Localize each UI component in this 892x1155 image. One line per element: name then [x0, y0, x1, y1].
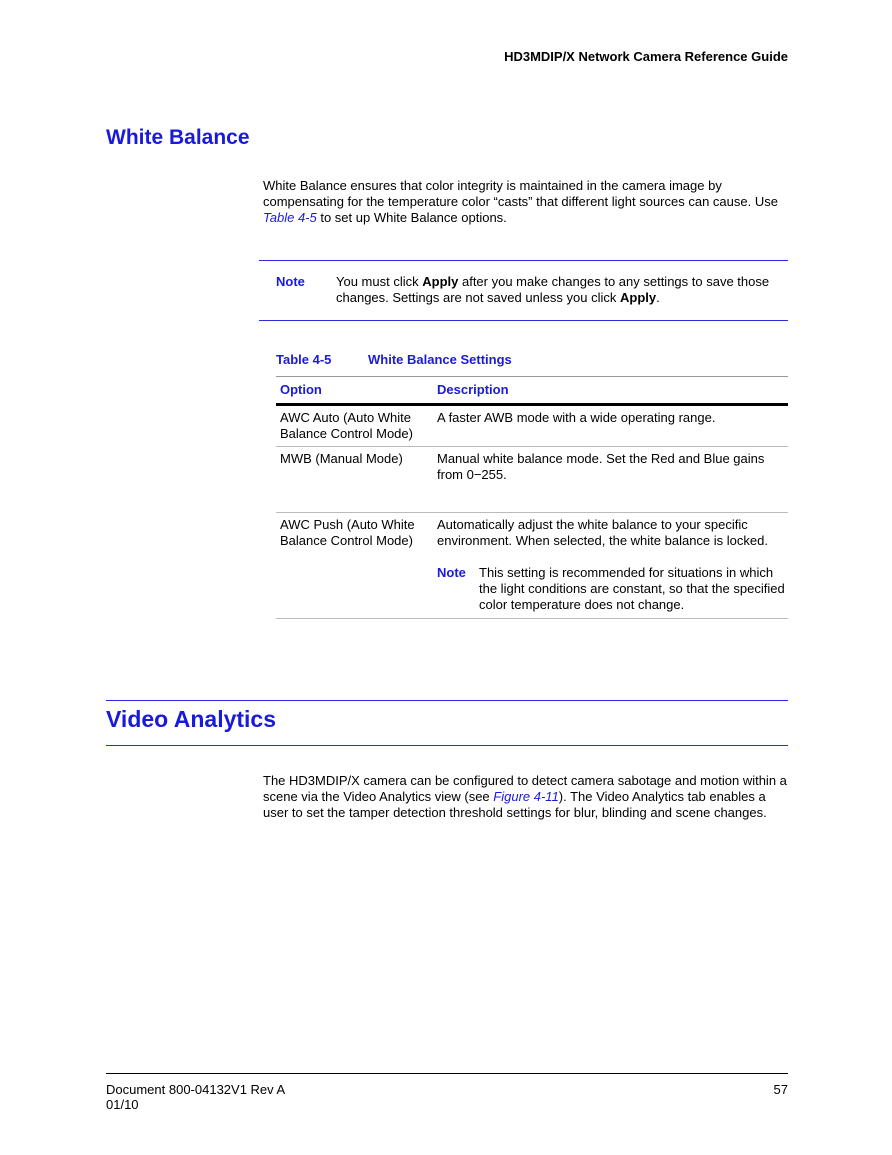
video-analytics-text — [263, 773, 791, 821]
note-text-part: You must click — [336, 274, 423, 289]
footer-date: 01/10 — [106, 1097, 139, 1112]
table-caption-number: Table 4-5 — [276, 352, 332, 367]
table-caption-title: White Balance Settings — [368, 352, 512, 367]
footer-document-number: Document 800-04132V1 Rev A — [106, 1082, 286, 1097]
table-header-row — [276, 377, 788, 406]
table-row — [276, 513, 788, 619]
table-cell-option: AWC Auto (Auto White Balance Control Mode) — [280, 410, 413, 441]
note-text — [336, 274, 786, 306]
table-cell-description: Automatically adjust the white balance to your specific environment. When selected, the white balance is locked. — [437, 517, 768, 548]
table-row — [276, 406, 788, 447]
section-title-white-balance: White Balance — [106, 126, 250, 149]
note-apply-bold: Apply — [422, 274, 459, 289]
note-divider-bottom — [259, 320, 788, 321]
note-apply-bold: Apply — [620, 290, 657, 305]
note-divider-top — [259, 260, 788, 261]
white-balance-intro — [263, 178, 793, 226]
running-header: HD3MDIP/X Network Camera Reference Guide — [504, 49, 788, 64]
table-cell-option: MWB (Manual Mode) — [280, 451, 403, 466]
va-text-start: The HD3MDIP/X camera can be configured to detect camera sabotage and motion within a scene via the Video Analytics view (see — [263, 773, 787, 804]
table-note-text: This setting is recommended for situations in which the light conditions are constant, so that the specified color temperature does not change. — [479, 565, 785, 612]
note-text-part: . — [656, 290, 660, 305]
table-note-label: Note — [437, 565, 466, 580]
footer-document-info — [106, 1082, 285, 1112]
column-header-option: Option — [280, 382, 322, 397]
table-cell-description: A faster AWB mode with a wide operating range. — [437, 410, 716, 425]
figure-4-11-link[interactable]: Figure 4-11 — [493, 789, 559, 804]
footer-divider — [106, 1073, 788, 1074]
note-text-part: after you make changes to any settings to save those changes. Settings are not saved unless you click — [336, 274, 770, 305]
column-header-description: Description — [437, 382, 509, 397]
section-title-video-analytics: Video Analytics — [106, 706, 277, 732]
table-cell-description: Manual white balance mode. Set the Red and Blue gains from 0−255. — [437, 451, 765, 482]
note-label: Note — [276, 274, 305, 289]
va-text-end: ). The Video Analytics tab enables a user to set the tamper detection threshold settings for blur, blinding and scene changes. — [263, 789, 767, 820]
table-row — [276, 447, 788, 513]
table-4-5-link[interactable]: Table 4-5 — [263, 210, 317, 225]
page-number: 57 — [773, 1082, 788, 1097]
white-balance-table — [276, 376, 788, 619]
section-divider-top — [106, 700, 788, 701]
table-cell-option: AWC Push (Auto White Balance Control Mode) — [280, 517, 415, 548]
section-divider-bottom — [106, 745, 788, 746]
intro-text-end: to set up White Balance options. — [316, 210, 507, 225]
intro-text-start: White Balance ensures that color integrity is maintained in the camera image by compensating for the temperature color “casts” that different light sources can cause. Use — [263, 178, 778, 209]
